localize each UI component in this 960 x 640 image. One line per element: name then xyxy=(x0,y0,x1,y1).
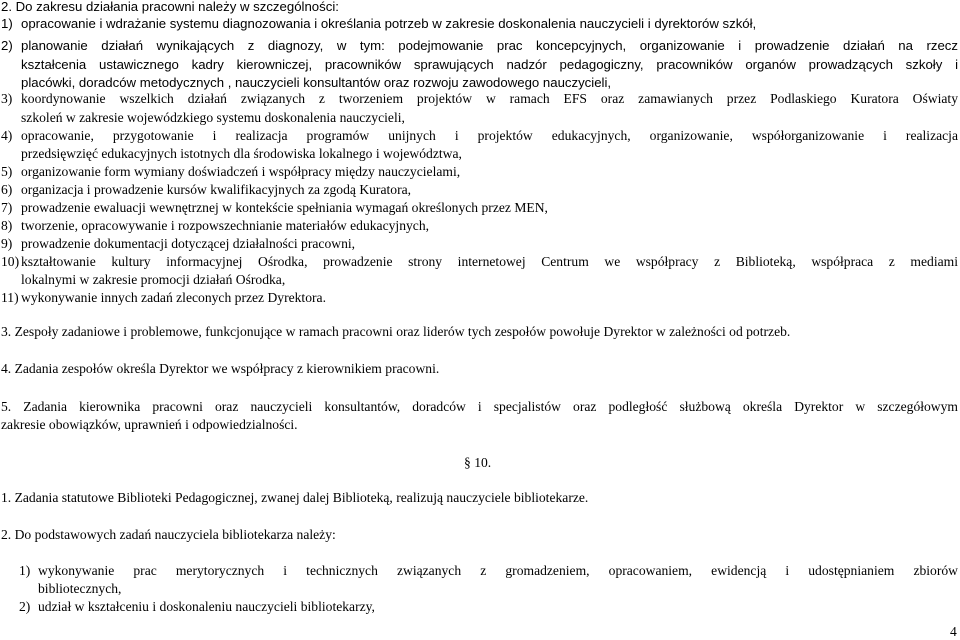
list-item-text: bibliotecznych, xyxy=(38,581,122,596)
list-number: 6) xyxy=(1,182,13,197)
list-item-text: prowadzenie dokumentacji dotyczącej działalności pracowni, xyxy=(21,236,356,251)
list-item-text: tworzenie, opracowywanie i rozpowszechnianie materiałów edukacyjnych, xyxy=(21,218,430,233)
list-number: 5) xyxy=(1,164,13,179)
list-item-text: planowanie działań wynikających z diagnozy, w tym: podejmowanie prac koncepcyjnych, organizowanie i prowadzenie działań na rzecz xyxy=(21,38,958,53)
list-number: 11) xyxy=(1,290,19,305)
section-2-heading: 2. Do zakresu działania pracowni należy w szczególności: xyxy=(1,0,339,14)
list-item-text: koordynowanie wszelkich działań związanych z tworzeniem projektów w ramach EFS oraz zamawianych przez Podlaskiego Kuratora Oświaty xyxy=(21,91,958,106)
page-number: 4 xyxy=(950,624,957,639)
list-number: 4) xyxy=(1,128,13,143)
list-item-text: opracowanie, przygotowanie i realizacja programów unijnych i projektów edukacyjnych, organizowanie, współorganizowanie i realizacja xyxy=(21,128,958,143)
list-number: 10) xyxy=(1,254,20,269)
list-item-text: organizacja i prowadzenie kursów kwalifikacyjnych za zgodą Kuratora, xyxy=(21,182,412,197)
list-item-text: prowadzenie ewaluacji wewnętrznej w kontekście spełniania wymagań określonych przez MEN, xyxy=(21,200,548,215)
list-item-text: kształtowanie kultury informacyjnej Ośrodka, prowadzenie strony internetowej Centrum we współpracy z Biblioteką, współpraca z mediami xyxy=(21,254,958,269)
list-number: 9) xyxy=(1,236,13,251)
list-item-text: przedsięwzięć edukacyjnych istotnych dla środowiska lokalnego i województwa, xyxy=(21,146,462,161)
list-number: 1) xyxy=(19,563,31,578)
section-5-paragraph-cont: zakresie obowiązków, uprawnień i odpowiedzialności. xyxy=(1,417,298,432)
list-number: 3) xyxy=(1,91,13,106)
list-number: 2) xyxy=(19,599,31,614)
list-item-text: udział w kształceniu i doskonaleniu nauczycieli bibliotekarzy, xyxy=(38,599,375,614)
p10-point-2: 2. Do podstawowych zadań nauczyciela bibliotekarza należy: xyxy=(1,527,336,542)
section-5-paragraph: 5. Zadania kierownika pracowni oraz nauczycieli konsultantów, doradców i specjalistów oraz podległość służbową określa Dyrektor w szczegółowym xyxy=(1,399,958,414)
list-item-text: wykonywanie prac merytorycznych i technicznych związanych z gromadzeniem, opracowaniem, ewidencją i udostępnianiem zbiorów xyxy=(38,563,958,578)
list-number: 1) xyxy=(1,16,13,31)
section-3-paragraph: 3. Zespoły zadaniowe i problemowe, funkcjonujące w ramach pracowni oraz liderów tych zespołów powołuje Dyrektor w zależności od potrzeb. xyxy=(1,324,791,339)
list-item-text: lokalnymi w zakresie promocji działań Ośrodka, xyxy=(21,272,286,287)
list-item-text: opracowanie i wdrażanie systemu diagnozowania i określania potrzeb w zakresie doskonalenia nauczycieli i dyrektorów szkół, xyxy=(21,16,757,31)
p10-point-1: 1. Zadania statutowe Biblioteki Pedagogicznej, zwanej dalej Biblioteką, realizują nauczyciele bibliotekarze. xyxy=(1,490,589,505)
list-item-text: organizowanie form wymiany doświadczeń i współpracy między nauczycielami, xyxy=(21,164,461,179)
paragraph-mark: § 10. xyxy=(464,455,492,470)
list-number: 8) xyxy=(1,218,13,233)
list-number: 2) xyxy=(1,38,13,53)
list-item-text: wykonywanie innych zadań zleconych przez Dyrektora. xyxy=(21,290,326,305)
section-4-paragraph: 4. Zadania zespołów określa Dyrektor we współpracy z kierownikiem pracowni. xyxy=(1,361,440,376)
list-item-text: szkoleń w zakresie wojewódzkiego systemu doskonalenia nauczycieli, xyxy=(21,110,405,125)
list-number: 7) xyxy=(1,200,13,215)
list-item-text: kształcenia ustawicznego kadry kierowniczej, pracowników sprawujących nadzór pedagogiczny, pracowników organów prowadzących szkoły i xyxy=(21,57,958,72)
list-item-text: placówki, doradców metodycznych , nauczycieli konsultantów oraz rozwoju zawodowego nauczycieli, xyxy=(21,75,612,90)
